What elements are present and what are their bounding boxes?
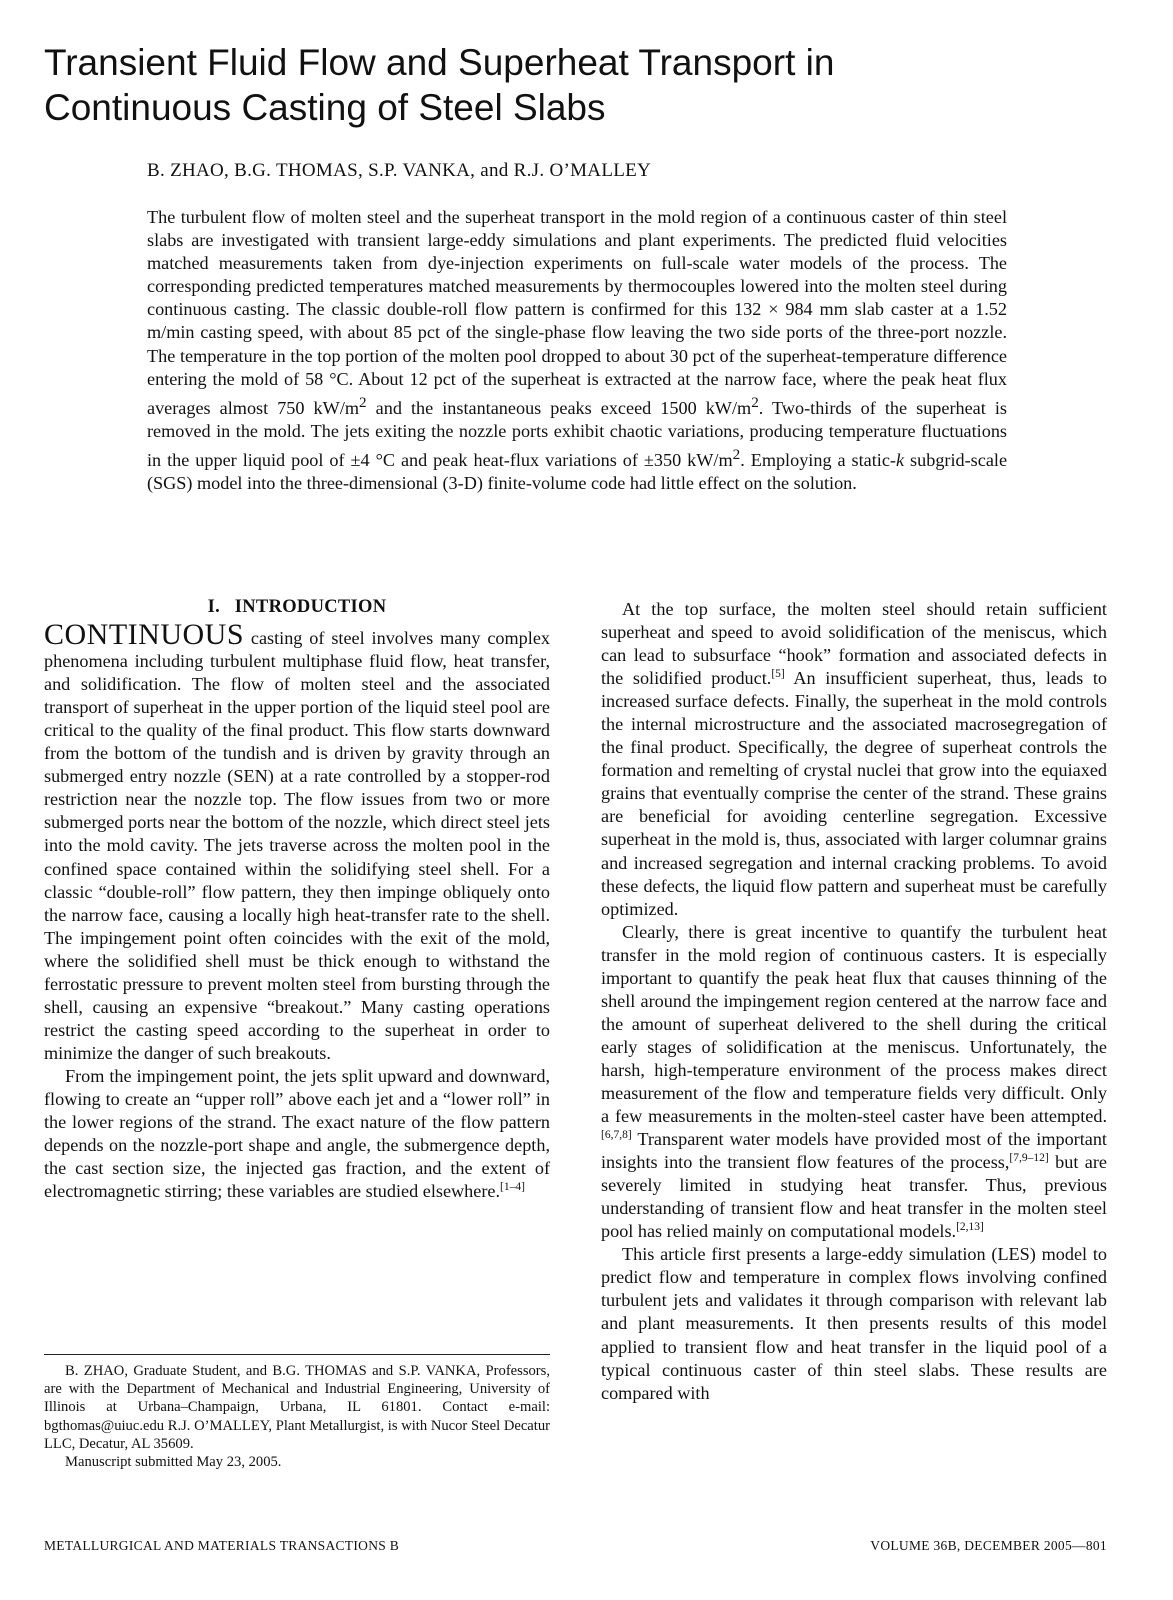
paper-title xyxy=(44,40,1124,130)
abstract xyxy=(147,206,1007,495)
intro-paragraph-2-text: From the impingement point, the jets split upward and downward, flowing to create an “upper roll” above each jet and a “lower roll” in the lower regions of the strand. The exact nature of the flow pattern depends on the nozzle-port shape and angle, the submergence depth, the cast section size, the injected gas fraction, and the extent of electromagnetic stirring; these variables are studied elsewhere. xyxy=(44,1065,550,1202)
intro-paragraph-1-text: casting of steel involves many complex phenomena including turbulent multiphase fluid flow, heat transfer, and solidification. The flow of molten steel and the associated transport of superheat in the upper portion of the liquid steel pool are critical to the quality of the final product. This flow starts downward from the bottom of the tundish and is driven by gravity through an submerged entry nozzle (SEN) at a rate controlled by a stopper-rod restriction near the nozzle top. The flow issues from two or more submerged ports near the bottom of the nozzle, which direct steel jets into the mold cavity. The jets traverse across the molten pool in the confined space contained within the solidifying steel shell. For a classic “double-roll” flow pattern, they then impinge obliquely onto the narrow face, causing a locally high heat-transfer rate to the shell. The impingement point often coincides with the exit of the mold, where the solidified shell must be thick enough to withstand the ferrostatic pressure to prevent molten steel from bursting through the shell, causing an expensive “breakout.” Many casting operations restrict the casting speed according to the superheat in order to minimize the danger of such breakouts. xyxy=(44,628,550,1063)
left-column xyxy=(44,596,550,1203)
abstract-text-5: subgrid-scale (SGS) model into the three-dimensional (3-D) finite-volume code had little effect on the solution. xyxy=(147,450,1008,494)
superscript: 2 xyxy=(359,393,367,411)
section-heading-introduction: I. INTRODUCTION xyxy=(207,597,387,617)
footnote-divider xyxy=(44,1354,550,1355)
citation-ref: [7,9–12] xyxy=(1009,1152,1049,1165)
intro-paragraph-4-text-a: Clearly, there is great incentive to quantify the turbulent heat transfer in the mold region of continuous casters. It is especially important to quantify the peak heat flux that causes thinning of the shell around the impingement region centered at the narrow face and the amount of superheat delivered to the shell during the critical early stages of solidification at the meniscus. Unfortunately, the harsh, high-temperature environment of the process makes direct measurement of the flow and temperature fields very difficult. Only a few measurements in the molten-steel caster have been attempted. xyxy=(601,921,1107,1127)
intro-paragraph-4-text-c: but are severely limited in studying heat transfer. Thus, previous understanding of transient flow and heat transfer in the molten steel pool has relied mainly on computational models. xyxy=(601,1152,1107,1242)
abstract-text-2: and the instantaneous peaks exceed 1500 kW/m xyxy=(366,397,752,418)
intro-paragraph-3-text-b: An insufficient superheat, thus, leads to increased surface defects. Finally, the superheat in the mold controls the internal microstructure and the associated macrosegregation of the final product. Specifically, the degree of superheat controls the formation and remelting of crystal nuclei that grow into the equiaxed grains that eventually comprise the center of the strand. These grains are beneficial for avoiding centerline segregation. Excessive superheat in the mold is, thus, associated with larger columnar grains and increased segregation and internal cracking problems. To avoid these defects, the liquid flow pattern and superheat must be carefully optimized. xyxy=(601,668,1107,919)
citation-ref: [1–4] xyxy=(500,1181,525,1194)
italic-k: k xyxy=(896,450,905,471)
intro-paragraph-4 xyxy=(601,921,1107,1244)
intro-paragraph-3-text-a: At the top surface, the molten steel should retain sufficient superheat and speed to avoid solidification of the meniscus, which can lead to subsurface “hook” formation and associated defects in the solidified product. xyxy=(601,599,1107,689)
superscript: 2 xyxy=(751,393,759,411)
title-line-1: Transient Fluid Flow and Superheat Transport in xyxy=(44,42,835,83)
abstract-text-3: . Two-thirds of the superheat is removed in the mold. The jets exiting the nozzle ports exhibit chaotic variations, producing temperature fluctuations in the upper liquid pool of ±4 °C and peak heat-flux variations of ±350 kW/m xyxy=(147,397,1007,471)
footnote xyxy=(44,1362,550,1471)
citation-ref: [6,7,8] xyxy=(601,1129,632,1142)
right-column xyxy=(601,598,1107,1405)
intro-paragraph-4-text-b: Transparent water models have provided most of the important insights into the transient flow features of the process, xyxy=(601,1129,1107,1173)
intro-paragraph-3 xyxy=(601,598,1107,921)
author-list: B. ZHAO, B.G. THOMAS, S.P. VANKA, and R.J. O’MALLEY xyxy=(147,160,652,181)
volume-page-footer: VOLUME 36B, DECEMBER 2005—801 xyxy=(870,1538,1107,1553)
citation-ref: [2,13] xyxy=(956,1221,984,1234)
superscript: 2 xyxy=(732,446,741,463)
footnote-affiliations: B. ZHAO, Graduate Student, and B.G. THOMAS and S.P. VANKA, Professors, are with the Department of Mechanical and Industrial Engineering, University of Illinois at Urbana–Champaign, Urbana, IL 61801. Contact e-mail: bgthomas@uiuc.edu R.J. O’MALLEY, Plant Metallurgist, is with Nucor Steel Decatur LLC, Decatur, AL 35609. xyxy=(44,1363,550,1452)
footnote-submission: Manuscript submitted May 23, 2005. xyxy=(65,1454,282,1471)
intro-paragraph-2 xyxy=(44,1065,550,1203)
intro-paragraph-5: This article first presents a large-eddy simulation (LES) model to predict flow and temperature in complex flows involving confined turbulent jets and validates it through comparison with relevant lab and plant measurements. It then presents results of this model applied to transient flow and heat transfer in the liquid pool of a typical continuous caster of thin steel slabs. These results are compared with xyxy=(601,1244,1107,1403)
citation-ref: [5] xyxy=(771,668,785,681)
title-line-2: Continuous Casting of Steel Slabs xyxy=(44,87,606,128)
drop-cap-word: CONTINUOUS xyxy=(44,618,244,652)
journal-name-footer: METALLURGICAL AND MATERIALS TRANSACTIONS B xyxy=(44,1538,400,1553)
abstract-text-1: The turbulent flow of molten steel and the superheat transport in the mold region of a continuous caster of thin steel slabs are investigated with transient large-eddy simulations and plant experiments. The predicted fluid velocities matched measurements taken from dye-injection experiments on full-scale water models of the process. The corresponding predicted temperatures matched measurements by thermocouples lowered into the molten steel during continuous casting. The classic double-roll flow pattern is confirmed for this 132 × 984 mm slab caster at a 1.52 m/min casting speed, with about 85 pct of the single-phase flow leaving the two side ports of the three-port nozzle. The temperature in the top portion of the molten pool dropped to about 30 pct of the superheat-temperature difference entering the mold of 58 °C. About 12 pct of the superheat is extracted at the narrow face, where the peak heat flux averages almost 750 kW/m xyxy=(147,207,1007,418)
intro-paragraph-1 xyxy=(44,618,550,1065)
abstract-text-4: . Employing a static- xyxy=(740,450,896,471)
